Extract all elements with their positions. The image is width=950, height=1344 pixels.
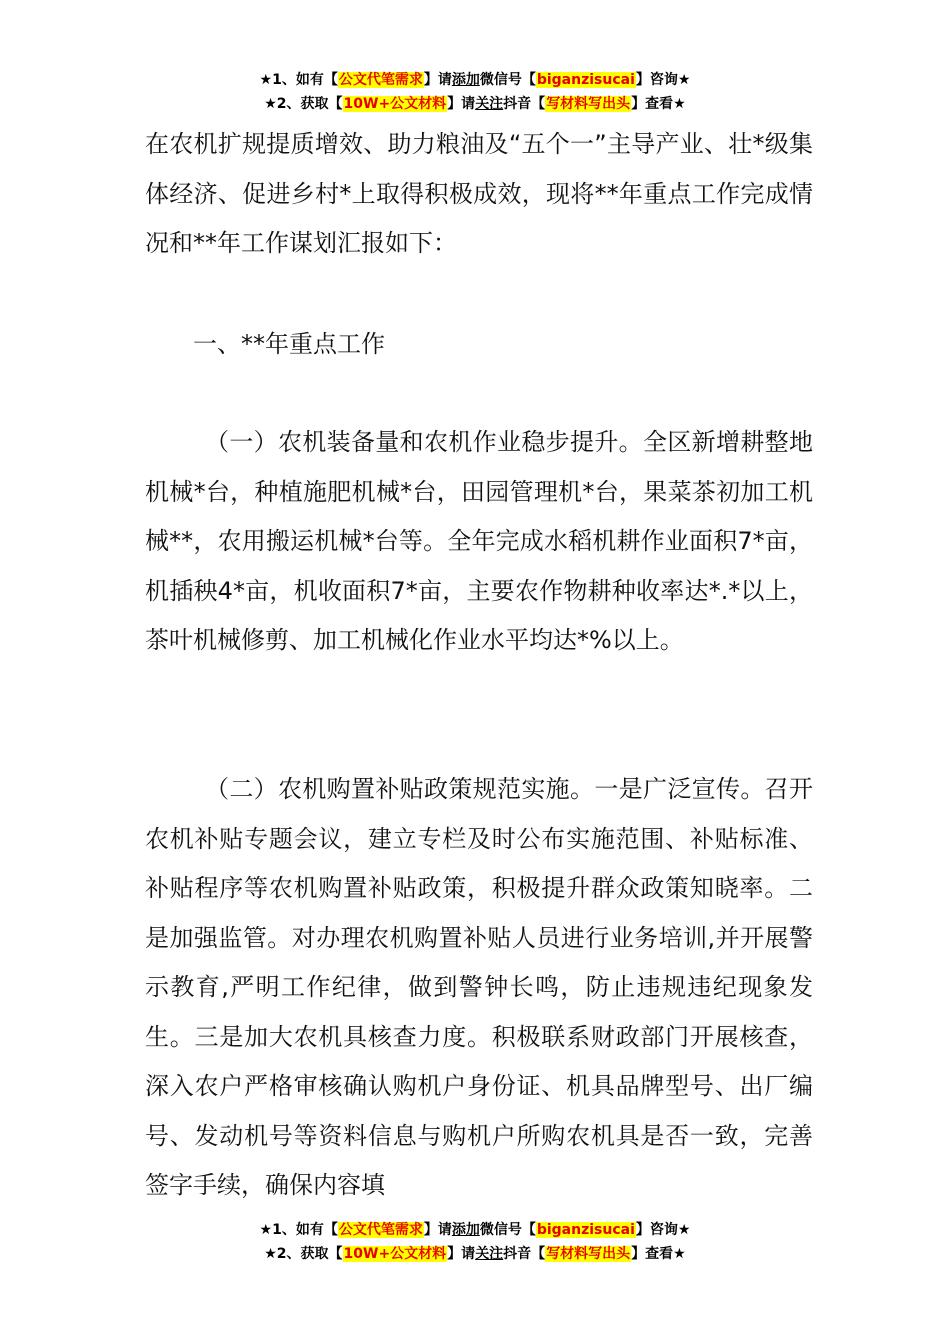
highlight-wechat-id: biganzisucai	[536, 72, 635, 88]
banner-text: 微信号【	[479, 1222, 536, 1238]
banner-text: 】咨询★	[635, 72, 691, 88]
heading-block	[145, 320, 813, 370]
underlined-text: 关注	[475, 96, 504, 112]
banner-text: 】查看★	[631, 96, 686, 112]
section-heading: 一、**年重点工作	[193, 330, 385, 358]
banner-text: 】请	[447, 1246, 476, 1262]
header-banner	[0, 68, 950, 116]
banner-text: 】查看★	[631, 1246, 686, 1262]
paragraph-two-block	[145, 765, 813, 1211]
underlined-text: 关注	[475, 1246, 504, 1262]
banner-line-1	[0, 68, 950, 92]
banner-text: 抖音【	[503, 1246, 546, 1262]
banner-text: ★2、获取【	[264, 1246, 343, 1262]
banner-text: ★1、如有【	[259, 72, 338, 88]
paragraph-two: （二）农机购置补贴政策规范实施。一是广泛宣传。召开农机补贴专题会议，建立专栏及时公布实施范围、补贴标准、补贴程序等农机购置补贴政策，积极提升群众政策知晓率。二是加强监管。对办理农机购置补贴人员进行业务培训,并开展警示教育,严明工作纪律，做到警钟长鸣，防止违规违纪现象发生。三是加大农机具核查力度。积极联系财政部门开展核查，深入农户严格审核确认购机户身份证、机具品牌型号、出厂编号、发动机号等资料信息与购机户所购农机具是否一致，完善签字手续，确保内容填	[145, 775, 813, 1199]
banner-text: ★2、获取【	[264, 96, 343, 112]
banner-line-2	[0, 92, 950, 116]
highlight-wechat-id: biganzisucai	[536, 1222, 635, 1238]
banner-text: ★1、如有【	[259, 1222, 338, 1238]
banner-line-2	[0, 1242, 950, 1266]
highlight-service: 公文代笔需求	[338, 1222, 423, 1238]
intro-block	[145, 120, 813, 269]
highlight-douyin-account: 写材料写出头	[546, 1246, 631, 1262]
banner-text: 】请	[423, 72, 452, 88]
highlight-service: 公文代笔需求	[338, 72, 423, 88]
paragraph-one-block	[145, 418, 813, 666]
footer-banner	[0, 1218, 950, 1266]
highlight-douyin-account: 写材料写出头	[546, 96, 631, 112]
banner-text: 微信号【	[479, 72, 536, 88]
banner-text: 】请	[423, 1222, 452, 1238]
highlight-materials: 10W+公文材料	[343, 1246, 447, 1262]
banner-text: 】请	[447, 96, 476, 112]
banner-line-1	[0, 1218, 950, 1242]
paragraph-one: （一）农机装备量和农机作业稳步提升。全区新增耕整地机械*台，种植施肥机械*台，田园管理机*台，果菜茶初加工机械**，农用搬运机械*台等。全年完成水稻机耕作业面积7*亩，机插秧4*亩，机收面积7*亩，主要农作物耕种收率达*.*以上，茶叶机械修剪、加工机械化作业水平均达*%以上。	[145, 428, 813, 654]
underlined-text: 添加	[451, 72, 480, 88]
highlight-materials: 10W+公文材料	[343, 96, 447, 112]
banner-text: 抖音【	[503, 96, 546, 112]
banner-text: 】咨询★	[635, 1222, 691, 1238]
intro-paragraph: 在农机扩规提质增效、助力粮油及“五个一”主导产业、壮*级集体经济、促进乡村*上取得积极成效，现将**年重点工作完成情况和**年工作谋划汇报如下：	[145, 130, 813, 257]
underlined-text: 添加	[451, 1222, 480, 1238]
